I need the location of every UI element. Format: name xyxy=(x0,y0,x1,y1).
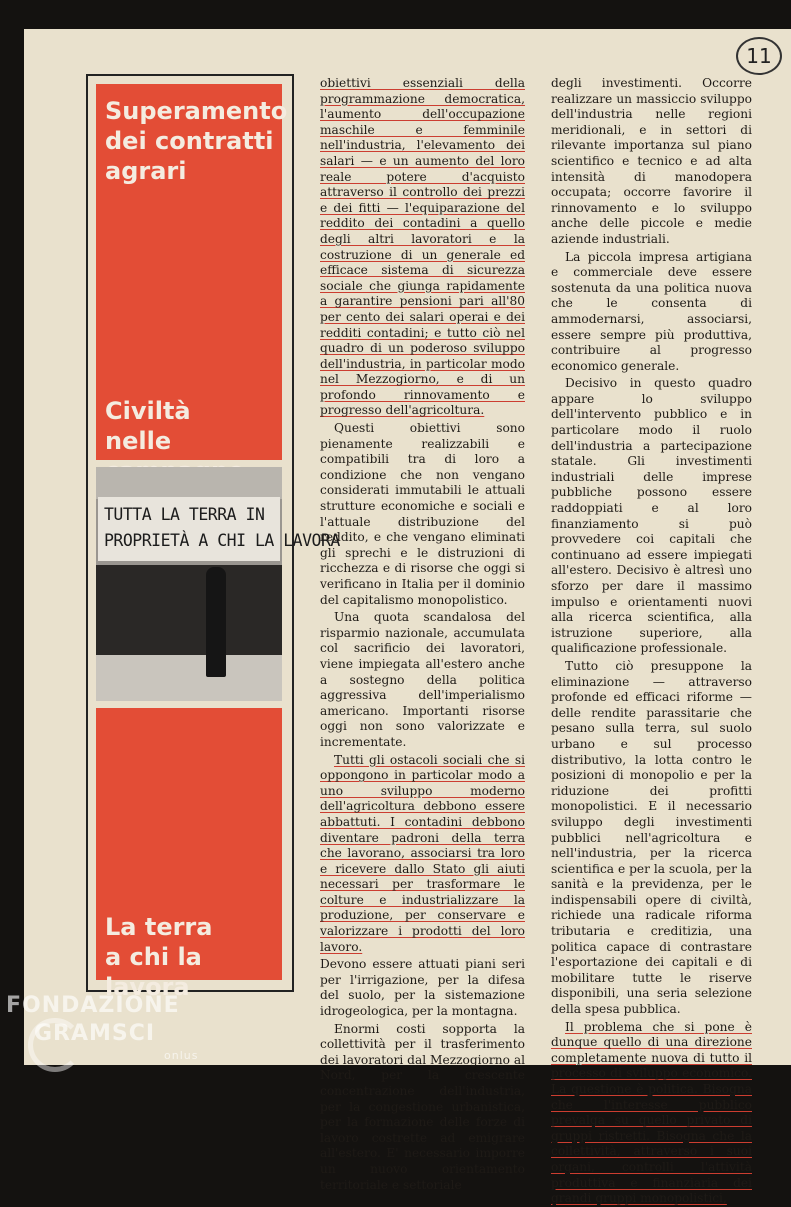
title-terra-line1: La terra xyxy=(105,913,213,941)
watermark xyxy=(6,993,199,1062)
title-civilta-line2: nelle xyxy=(105,427,172,455)
paragraph: Decisivo in questo quadro appare lo sviluppo dell'intervento pubblico e in particolare modo il ruolo dell'industria a partecipazione statale. Gli investimenti industriali delle imprese pubbliche possono essere raddoppiati e al loro finanziamento si può provvedere coi capitali che continuano ad essere impiegati all'estero. Decisivo è altresì uno sforzo per dare il massimo impulso e orientamenti nuovi alla ricerca scientifica, alla istruzione superiore, alla qualificazione professionale. xyxy=(551,376,752,656)
paragraph: Il problema che si pone è dunque quello di una direzione completamente nuova di tutto il processo di sviluppo economico. La questione è politica. Bisogna che l'interesse pubblico prevalga su quello privato di gruppi ristretti. Bisogna che la collettività, attraverso i suoi organi, controlli l'attività produttiva e finanziaria dei grandi gruppi monopolistici, xyxy=(551,1019,752,1206)
paragraph: degli investimenti. Occorre realizzare un massiccio sviluppo dell'industria nelle regioni meridionali, e in settori di rilevante importanza sul piano scientifico e tecnico e ad alta intensità di manodopera occupata; occorre favorire il rinnovamento e lo sviluppo anche delle piccole e medie aziende industriali. xyxy=(551,76,752,246)
paragraph: Tutti gli ostacoli sociali che si oppongono in particolar modo a uno sviluppo moderno dell'agricoltura debbono essere abbattuti. I contadini debbono diventare padroni della terra che lavorano, associarsi tra loro e ricevere dallo Stato gli aiuti necessari per trasformare le colture e industrializzare la produzione, per conservare e valorizzare i prodotti del loro lavoro. xyxy=(320,752,525,954)
title-terra-line2: a chi la lavora xyxy=(105,943,202,1001)
text-column-right xyxy=(551,76,752,1207)
paragraph: La piccola impresa artigiana e commerciale deve essere sostenuta da una politica nuova che le consenta di ammodernarsi, associarsi, essere sempre più produttiva, contribuire al progresso economico generale. xyxy=(551,249,752,373)
crowd xyxy=(96,565,282,655)
text-column-middle xyxy=(320,76,525,1193)
banner-line2: PROPRIETÀ A CHI LA LAVORA xyxy=(104,531,340,550)
left-illustration-column xyxy=(86,74,340,1001)
paragraph: Tutto ciò presuppone la eliminazione — attraverso profonde ed efficaci riforme — delle rendite parassitarie che pesano sulla terra, sul suolo urbano e sul processo distributivo, la lotta contro le posizioni di monopolio e per la riduzione dei profitti monopolistici. E il necessario sviluppo degli investimenti pubblici nell'agricoltura e nell'industria, per la ricerca scientifica e per la scuola, per la sanità e la previdenza, per le indispensabili opere di civiltà, richiede una radicale riforma tributaria e creditizia, una politica capace di contrastare l'esportazione dei capitali e di mobilitare tutte le riserve disponibili, una seria selezione della spesa pubblica. xyxy=(551,658,752,1017)
paragraph: Devono essere attuati piani seri per l'irrigazione, per la difesa del suolo, per la sistemazione idrogeologica, per la montagna. xyxy=(320,957,525,1019)
watermark-line3: onlus xyxy=(164,1049,199,1062)
walking-figure xyxy=(206,567,226,677)
title-superamento-line2: dei contratti xyxy=(105,127,274,155)
watermark-line1: FONDAZIONE xyxy=(6,993,180,1018)
protest-banner xyxy=(98,497,340,561)
paragraph: Una quota scandalosa del risparmio nazionale, accumulata col sacrificio dei lavoratori, viene impiegata all'estero anche a sostegno della politica aggressiva dell'imperialismo americano. Importanti risorse oggi non sono valorizzate e incrementate. xyxy=(320,610,525,749)
paragraph: Enormi costi sopporta la collettività per il trasferimento dei lavoratori dal Mezzogiorno al Nord, per la crescente concentrazione dell'industria, per la congestione urbanistica, per la formazione delle forze di lavoro costrette ad emigrare all'estero. E' necessario imporre un nuovo orientamento territoriale e settoriale xyxy=(320,1021,525,1192)
red-panel-top xyxy=(96,84,288,460)
watermark-line2: GRAMSCI xyxy=(34,1021,156,1046)
title-superamento-line3: agrari xyxy=(105,157,187,185)
page-number: 11 xyxy=(736,37,782,75)
paragraph: obiettivi essenziali della programmazione democratica, l'aumento dell'occupazione maschile e femminile nell'industria, l'elevamento dei salari — e un aumento del loro reale potere d'acquisto attraverso il controllo dei prezzi e dei fitti — l'equiparazione del reddito dei contadini a quello degli altri lavoratori e la costruzione di un generale ed efficace sistema di sicurezza sociale che giunga rapidamente a garantire pensioni pari all'80 per cento dei salari operai e dei redditi contadini; e tutto ciò nel quadro di un poderoso sviluppo dell'industria, in particolar modo nel Mezzogiorno, e di un profondo rinnovamento e progresso dell'agricoltura. xyxy=(320,76,525,418)
banner-line1: TUTTA LA TERRA IN xyxy=(104,505,265,524)
title-civilta-line1: Civiltà xyxy=(105,397,191,425)
protest-photo xyxy=(96,467,340,701)
title-superamento-line1: Superamento xyxy=(105,97,288,125)
red-panel-bottom xyxy=(96,708,282,1001)
paragraph: Questi obiettivi sono pienamente realizzabili e compatibili tra di loro a condizione che non vengano considerati immutabili le attuali strutture economiche e sociali e l'attuale distribuzione del reddito, e che vengano eliminati gli sprechi e le distruzioni di ricchezza e di risorse che oggi si verificano in Italia per il dominio del capitalismo monopolistico. xyxy=(320,421,525,607)
